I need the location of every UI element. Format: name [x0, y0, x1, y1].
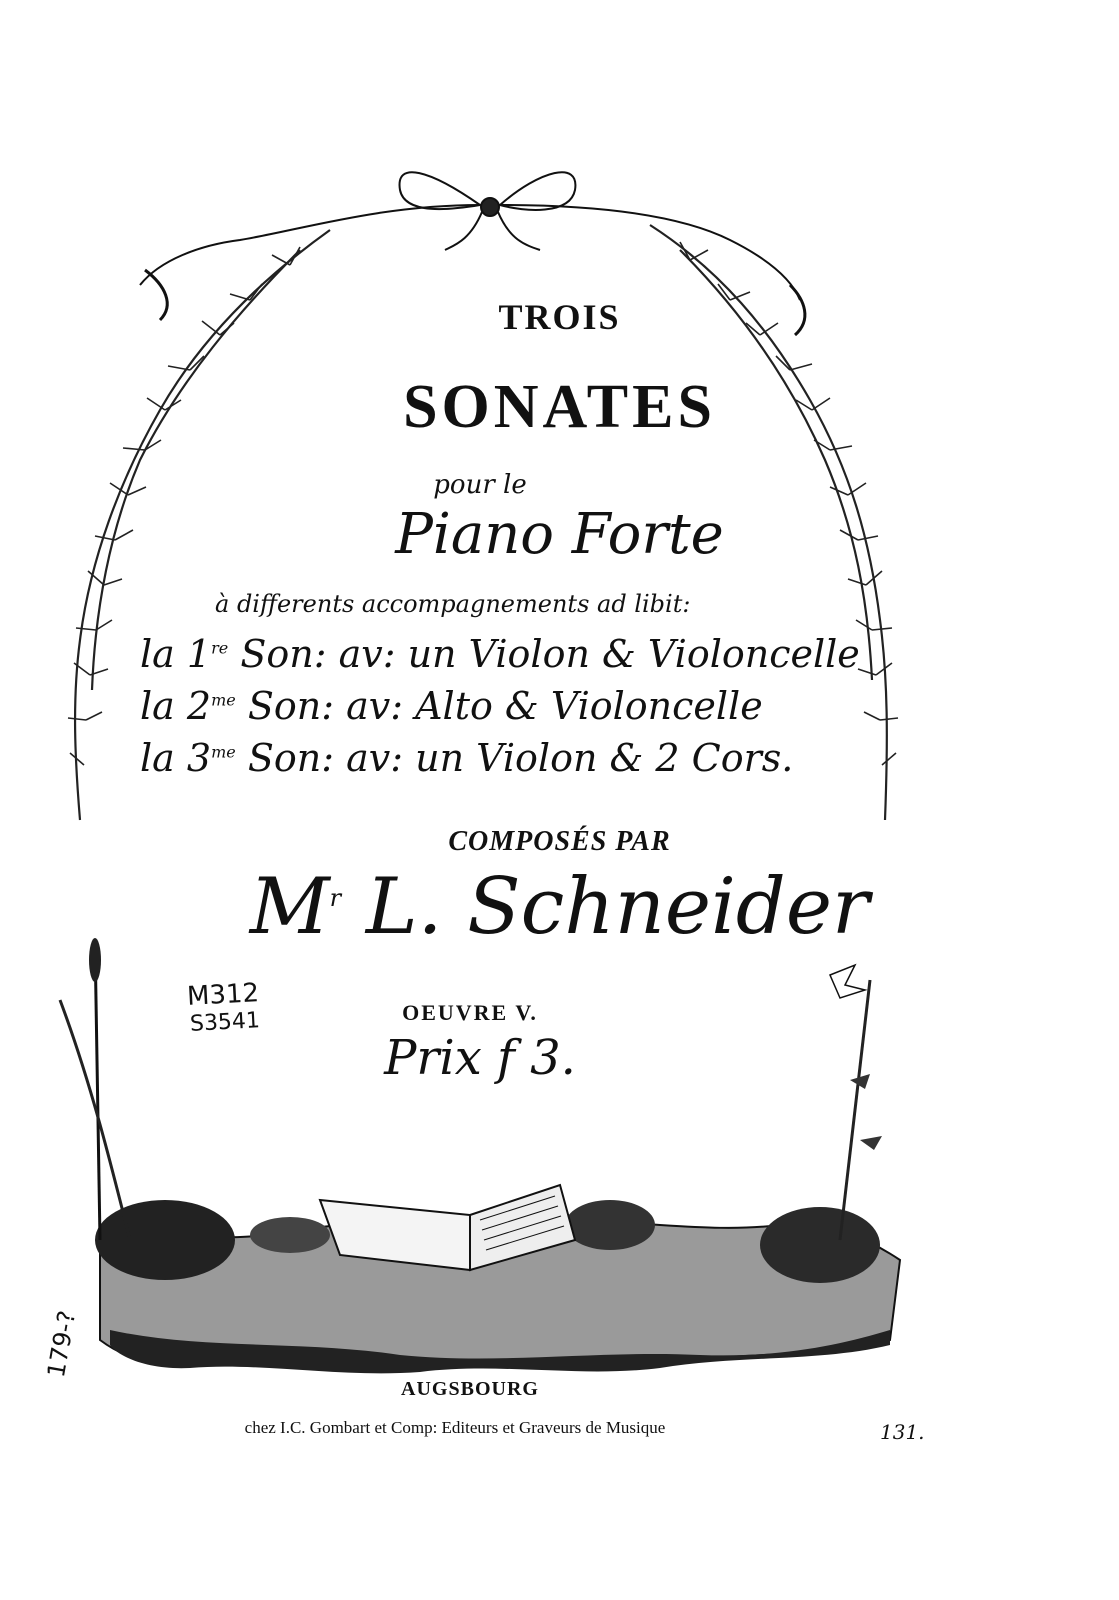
publisher-line: chez I.C. Gombart et Comp: Editeurs et Graveurs de Musique — [244, 1418, 666, 1437]
sonata-instruments: Son: av: un Violon & Violoncelle — [240, 632, 860, 676]
sonata-ordinal: me — [211, 690, 236, 710]
sonata-instruments: Son: av: Alto & Violoncelle — [247, 684, 763, 728]
sonata-line-2 — [140, 684, 860, 728]
sonata-line-1 — [140, 632, 860, 676]
shelfmark-line-2: S3541 — [189, 1008, 261, 1037]
title-sonates: SONATES — [403, 373, 716, 441]
sonata-ordinal: re — [211, 638, 229, 658]
shelfmark-line-1: M312 — [186, 978, 260, 1012]
publisher-city: AUGSBOURG — [401, 1378, 539, 1400]
composer-label: COMPOSÉS PAR — [448, 826, 671, 857]
sonata-number: 2 — [186, 684, 212, 728]
composer-title-sup: r — [329, 884, 342, 912]
sonata-line-3 — [140, 736, 860, 780]
accompaniment-intro: à differents accompagnements ad libit: — [215, 590, 691, 618]
sonata-number: 3 — [186, 736, 212, 780]
sonata-number: 1 — [186, 632, 212, 676]
title-trois: TROIS — [498, 297, 621, 337]
composer-title: M — [249, 862, 330, 952]
composer-surname: L. Schneider — [365, 862, 870, 952]
title-pour-le: pour le — [433, 470, 527, 500]
sonata-prefix: la — [140, 632, 175, 676]
composer-name — [0, 862, 1119, 952]
sonata-instruments: Son: av: un Violon & 2 Cors. — [247, 736, 794, 780]
date-annotation: 179-? — [41, 1308, 82, 1380]
plate-number: 131. — [880, 1420, 925, 1444]
opus-number: OEUVRE V. — [402, 1000, 538, 1025]
title-piano-forte: Piano Forte — [395, 502, 724, 567]
price: Prix f 3. — [384, 1030, 576, 1086]
sonata-prefix: la — [140, 736, 175, 780]
sonata-ordinal: me — [211, 742, 236, 762]
sonata-prefix: la — [140, 684, 175, 728]
